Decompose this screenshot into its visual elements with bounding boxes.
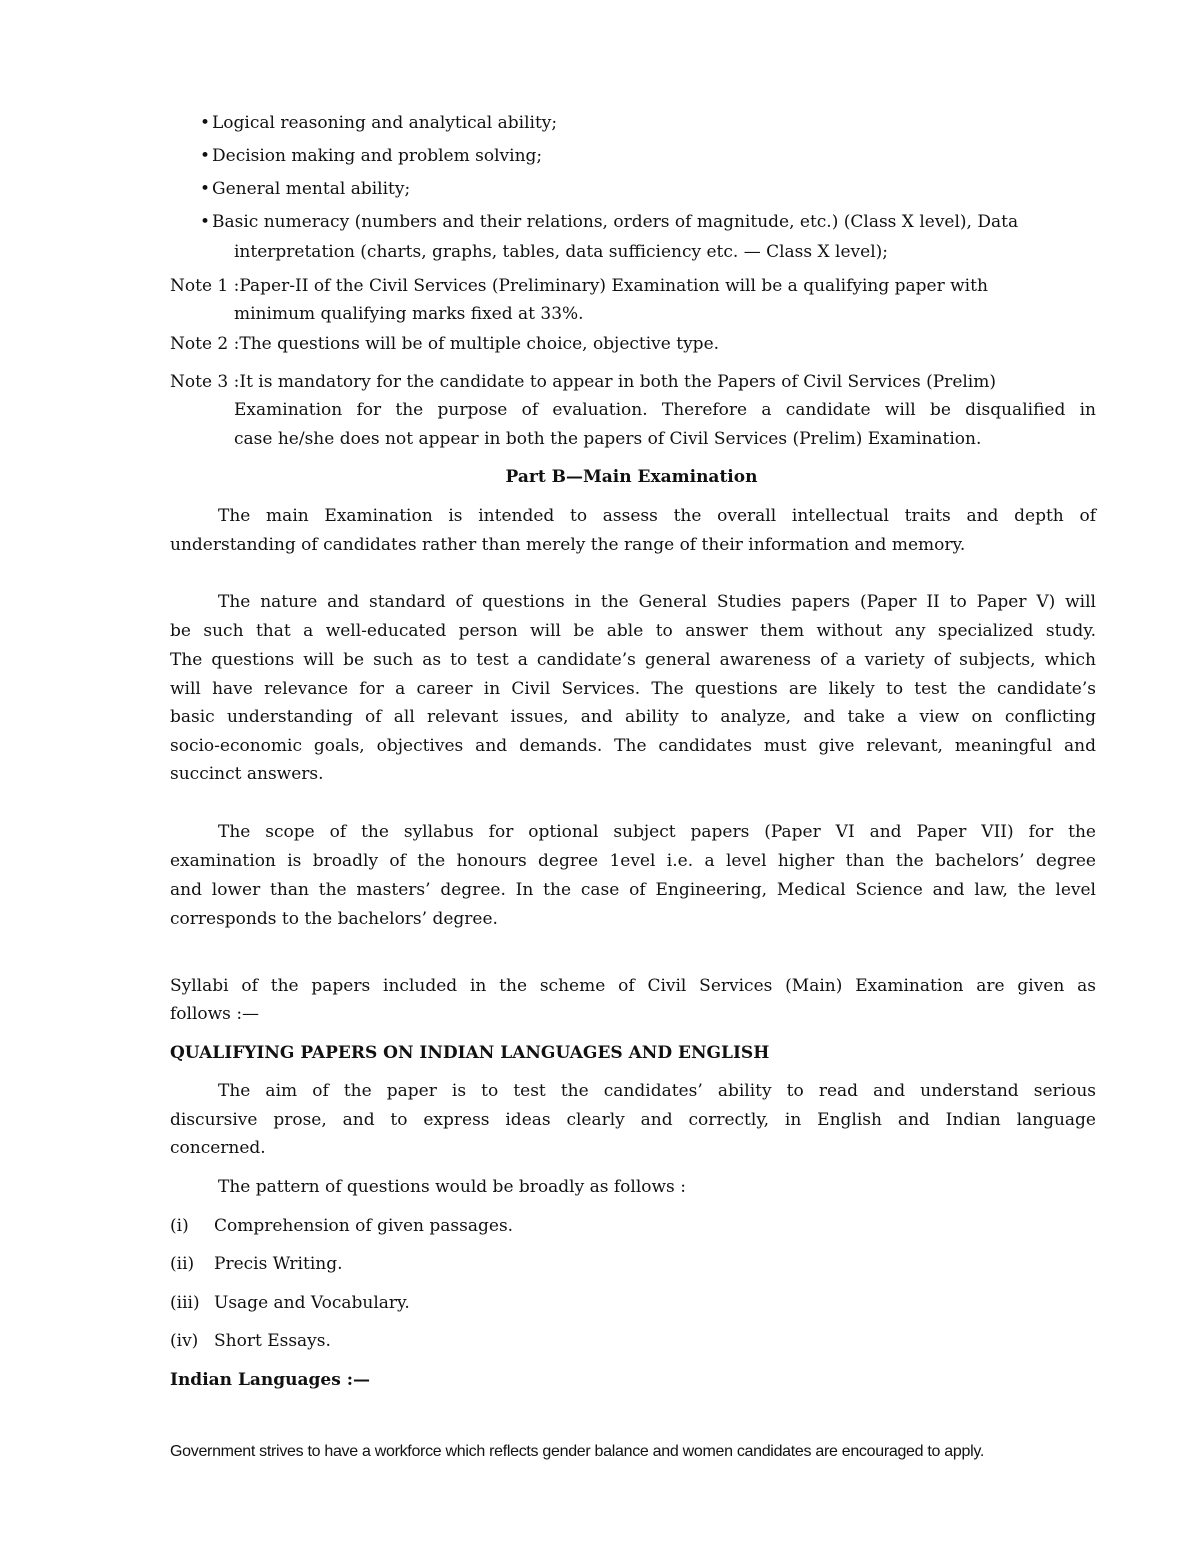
note-text: It is mandatory for the candidate to appear in both the Papers of Civil Services (Prelim) <box>239 372 997 392</box>
list-number: (iv) <box>170 1331 199 1351</box>
paragraph-line: discursive prose, and to express ideas clearly and correctly, in English and Indian language <box>170 1110 1096 1130</box>
paragraph-line: The scope of the syllabus for optional subject papers (Paper VI and Paper VII) for the <box>218 822 1096 842</box>
bullet-item <box>200 178 410 200</box>
bullet-item <box>200 145 542 167</box>
paragraph-line: The aim of the paper is to test the candidates’ ability to read and understand serious <box>218 1081 1096 1101</box>
list-text: Precis Writing. <box>214 1254 343 1274</box>
paragraph-line: succinct answers. <box>170 764 324 784</box>
note-label: Note 2 : <box>170 334 240 354</box>
list-number: (i) <box>170 1216 189 1236</box>
note-1 <box>170 275 988 297</box>
list-number: (ii) <box>170 1254 195 1274</box>
note-text: The questions will be of multiple choice, objective type. <box>239 334 720 354</box>
bullet-continuation: interpretation (charts, graphs, tables, data sufficiency etc. — Class X level); <box>234 242 889 262</box>
note-3-continuation: Examination for the purpose of evaluation. Therefore a candidate will be disqualified in <box>234 400 1096 420</box>
list-item <box>170 1215 513 1237</box>
paragraph-line: The nature and standard of questions in the General Studies papers (Paper II to Paper V) will <box>218 592 1096 612</box>
list-item <box>170 1330 331 1352</box>
list-item <box>170 1253 343 1275</box>
note-3-continuation: case he/she does not appear in both the papers of Civil Services (Prelim) Examination. <box>234 429 982 449</box>
note-3 <box>170 371 996 393</box>
paragraph-line: basic understanding of all relevant issues, and ability to analyze, and take a view on conflicting <box>170 707 1096 727</box>
bullet-text: Basic numeracy (numbers and their relations, orders of magnitude, etc.) (Class X level), Data <box>212 212 1019 232</box>
paragraph-line: will have relevance for a career in Civil Services. The questions are likely to test the candidate’s <box>170 679 1096 699</box>
paragraph-line: corresponds to the bachelors’ degree. <box>170 909 498 929</box>
paragraph-line: Syllabi of the papers included in the scheme of Civil Services (Main) Examination are given as <box>170 976 1096 996</box>
paragraph-line: and lower than the masters’ degree. In the case of Engineering, Medical Science and law, the level <box>170 880 1096 900</box>
list-text: Usage and Vocabulary. <box>214 1293 410 1313</box>
subsection-heading: Indian Languages :— <box>170 1370 371 1390</box>
list-item <box>170 1292 410 1314</box>
section-heading: Part B—Main Examination <box>505 467 758 487</box>
note-label: Note 3 : <box>170 372 240 392</box>
paragraph-line: socio-economic goals, objectives and demands. The candidates must give relevant, meaningful and <box>170 736 1096 756</box>
list-text: Comprehension of given passages. <box>214 1216 514 1236</box>
note-2 <box>170 333 719 355</box>
paragraph-line: The questions will be such as to test a candidate’s general awareness of a variety of subjects, which <box>170 650 1096 670</box>
bullet-text: General mental ability; <box>212 179 411 199</box>
list-number: (iii) <box>170 1293 200 1313</box>
paragraph-line: be such that a well-educated person will be able to answer them without any specialized study. <box>170 621 1096 641</box>
note-text: Paper-II of the Civil Services (Preliminary) Examination will be a qualifying paper with <box>239 276 988 296</box>
note-1-continuation: minimum qualifying marks fixed at 33%. <box>234 304 584 324</box>
page-footer: Government strives to have a workforce which reflects gender balance and women candidates are encouraged to apply. <box>170 1443 984 1460</box>
subsection-heading: QUALIFYING PAPERS ON INDIAN LANGUAGES AND ENGLISH <box>170 1043 770 1063</box>
note-label: Note 1 : <box>170 276 240 296</box>
bullet-item <box>200 211 1018 233</box>
paragraph-line: examination is broadly of the honours degree 1evel i.e. a level higher than the bachelors’ degree <box>170 851 1096 871</box>
list-text: Short Essays. <box>214 1331 331 1351</box>
bullet-text: Logical reasoning and analytical ability; <box>212 113 558 133</box>
paragraph-line: The pattern of questions would be broadly as follows : <box>218 1177 686 1197</box>
paragraph-line: follows :— <box>170 1004 260 1024</box>
bullet-item <box>200 112 557 134</box>
paragraph-line: understanding of candidates rather than merely the range of their information and memory. <box>170 535 966 555</box>
paragraph-line: concerned. <box>170 1138 266 1158</box>
paragraph-line: The main Examination is intended to assess the overall intellectual traits and depth of <box>218 506 1096 526</box>
bullet-text: Decision making and problem solving; <box>212 146 543 166</box>
